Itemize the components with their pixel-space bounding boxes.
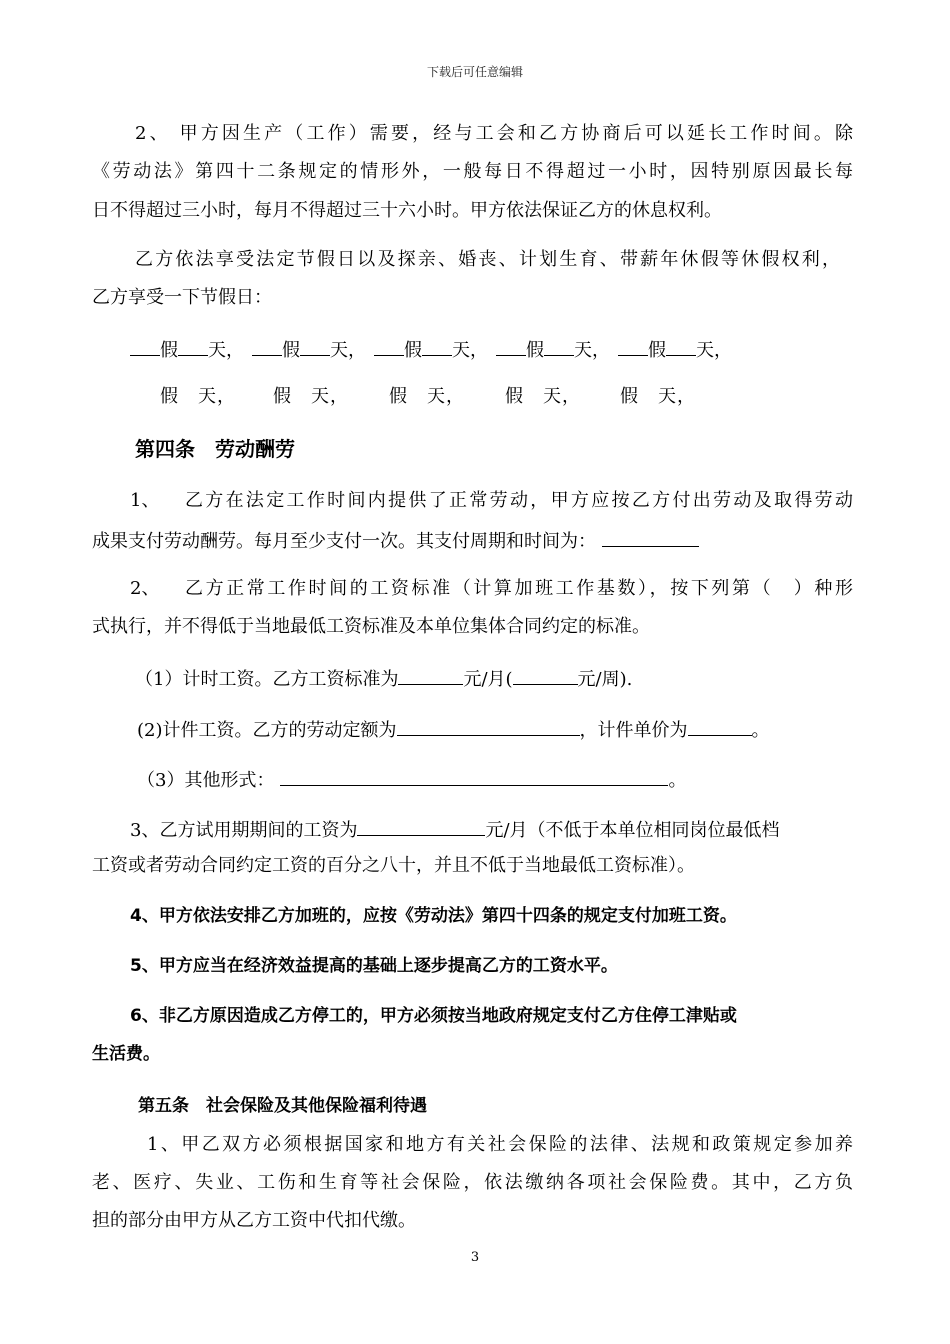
monthly-wage-blank[interactable] [398, 666, 463, 685]
page-header: 下载后可任意编辑 [426, 65, 523, 79]
clause-4-6-line-2: 生活费。 [92, 1044, 160, 1064]
clause-4-3-line-1: 3、乙方试用期期间的工资为 元/月（不低于本单位相同岗位最低档 [130, 817, 780, 842]
holiday-name-blank[interactable] [252, 337, 282, 356]
clause-4-5: 5、甲方应当在经济效益提高的基础上逐步提高乙方的工资水平。 [130, 956, 618, 976]
holiday-row-2-item: 假 天， [505, 386, 581, 407]
clause-5-1-line-2: 老、医疗、失业、工伤和生育等社会保险，依法缴纳各项社会保险费。其中，乙方负 [92, 1172, 853, 1193]
clause-4-1-line-1: 乙方在法定工作时间内提供了正常劳动，甲方应按乙方付出劳动及取得劳动 [185, 490, 853, 511]
holiday-name-blank[interactable] [130, 337, 160, 356]
holiday-days-blank[interactable] [422, 337, 452, 356]
clause-2-line-3: 日不得超过三小时，每月不得超过三十六小时。甲方依法保证乙方的休息权利。 [92, 200, 722, 221]
holiday-row-2-item: 假 天， [273, 386, 349, 407]
clause-4-1-line-2: 成果支付劳动酬劳。每月至少支付一次。其支付周期和时间为： [92, 528, 699, 553]
holiday-name-blank[interactable] [374, 337, 404, 356]
holiday-line-2: 乙方享受一下节假日： [92, 287, 272, 308]
clause-4-3-line-2: 工资或者劳动合同约定工资的百分之八十，并且不低于当地最低工资标准）。 [92, 855, 695, 876]
holiday-row-2-item: 假 天， [620, 386, 696, 407]
clause-4-2-line-2: 式执行，并不得低于当地最低工资标准及本单位集体合同约定的标准。 [92, 616, 650, 637]
holiday-line-1: 乙方依法享受法定节假日以及探亲、婚丧、计划生育、带薪年休假等休假权利， [135, 249, 840, 270]
article-4-title: 第四条 劳动酬劳 [135, 437, 295, 461]
work-quota-blank[interactable] [397, 717, 580, 736]
holiday-days-blank[interactable] [544, 337, 574, 356]
holiday-row-2-item: 假 天， [389, 386, 465, 407]
holiday-days-blank[interactable] [178, 337, 208, 356]
clause-5-1-line-1: 1、甲乙双方必须根据国家和地方有关社会保险的法律、法规和政策规定参加养 [147, 1134, 853, 1155]
holiday-blank-row: 假 天， 假 天， 假 天， 假 天， 假 天， [130, 337, 732, 362]
payment-period-blank[interactable] [602, 528, 699, 547]
clause-4-1-number: 1、 [130, 490, 160, 511]
clause-5-1-line-3: 担的部分由甲方从乙方工资中代扣代缴。 [92, 1210, 416, 1231]
weekly-wage-blank[interactable] [513, 666, 578, 685]
holiday-days-blank[interactable] [300, 337, 330, 356]
clause-4-6-line-1: 6、非乙方原因造成乙方停工的，甲方必须按当地政府规定支付乙方住停工津贴或 [130, 1006, 737, 1026]
clause-4-2-line-1: 乙方正常工作时间的工资标准（计算加班工作基数），按下列第（ ）种形 [185, 578, 853, 599]
holiday-name-blank[interactable] [496, 337, 526, 356]
probation-wage-blank[interactable] [357, 817, 485, 836]
clause-2-line-2: 《劳动法》第四十二条规定的情形外，一般每日不得超过一小时，因特别原因最长每 [92, 161, 853, 182]
clause-4-2-number: 2、 [130, 578, 160, 599]
article-5-title: 第五条 社会保险及其他保险福利待遇 [138, 1096, 427, 1116]
holiday-row-2-item: 假 天， [160, 386, 236, 407]
clause-2-line-1: 2、 甲方因生产（工作）需要，经与工会和乙方协商后可以延长工作时间。除 [135, 123, 853, 144]
wage-option-3: （3）其他形式： 。 [137, 767, 686, 792]
piece-rate-blank[interactable] [688, 717, 752, 736]
other-form-blank[interactable] [280, 767, 668, 786]
clause-4-4: 4、甲方依法安排乙方加班的，应按《劳动法》第四十四条的规定支付加班工资。 [130, 906, 737, 926]
holiday-days-blank[interactable] [666, 337, 696, 356]
wage-option-1: （1）计时工资。乙方工资标准为 元/月( 元/周). [135, 666, 632, 691]
wage-option-2: (2)计件工资。乙方的劳动定额为 ，计件单价为 。 [137, 717, 770, 742]
page-number: 3 [470, 1250, 480, 1265]
holiday-name-blank[interactable] [618, 337, 648, 356]
